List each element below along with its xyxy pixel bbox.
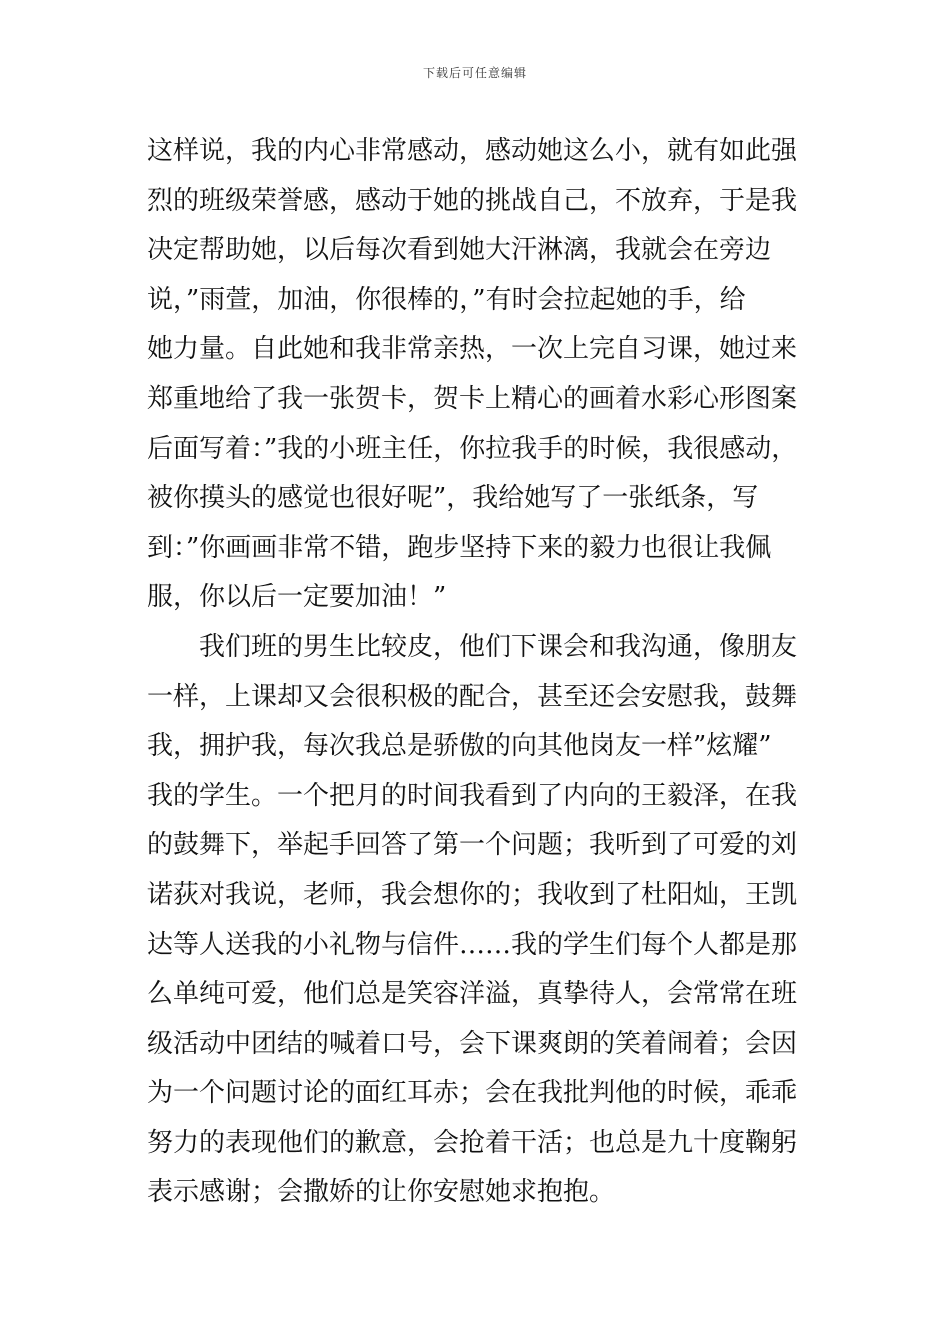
paragraph-1-line: 到：”你画画非常不错，跑步坚持下来的毅力也很让我佩: [147, 532, 772, 563]
paragraph-2-line: 诺荻对我说，老师，我会想你的；我收到了杜阳灿，王凯: [147, 879, 798, 910]
paragraph-2-line: 我，拥护我，每次我总是骄傲的向其他岗友一样”炫耀”: [147, 731, 772, 762]
paragraph-2-line: 表示感谢；会撒娇的让你安慰她求抱抱。: [147, 1177, 616, 1208]
paragraph-2-line: 努力的表现他们的歉意，会抢着干活；也总是九十度鞠躬: [147, 1127, 798, 1158]
paragraph-2-line: 达等人送我的小礼物与信件……我的学生们每个人都是那: [147, 929, 798, 960]
paragraph-2-line: 的鼓舞下，举起手回答了第一个问题；我听到了可爱的刘: [147, 830, 798, 861]
body-text: [147, 127, 837, 1218]
paragraph-1-line: 被你摸头的感觉也很好呢”，我给她写了一张纸条，写: [147, 483, 759, 514]
paragraph-1-line: 郑重地给了我一张贺卡，贺卡上精心的画着水彩心形图案: [147, 383, 798, 414]
paragraph-1-line: 决定帮助她，以后每次看到她大汗淋漓，我就会在旁边: [147, 235, 772, 266]
paragraph-2-line: 级活动中团结的喊着口号，会下课爽朗的笑着闹着；会因: [147, 1028, 798, 1059]
paragraph-2-line: 我们班的男生比较皮，他们下课会和我沟通，像朋友: [199, 631, 798, 662]
paragraph-1-line: 烈的班级荣誉感，感动于她的挑战自己，不放弃，于是我: [147, 185, 798, 216]
page-header: 下载后可任意编辑: [422, 66, 527, 80]
paragraph-1-line: 服，你以后一定要加油！”: [147, 582, 447, 613]
paragraph-2-line: 么单纯可爱，他们总是笑容洋溢，真挚待人，会常常在班: [147, 979, 798, 1010]
paragraph-2-line: 我的学生。一个把月的时间我看到了内向的王毅泽，在我: [147, 780, 798, 811]
paragraph-2-line: 一样，上课却又会很积极的配合，甚至还会安慰我，鼓舞: [147, 681, 798, 712]
paragraph-2-line: 为一个问题讨论的面红耳赤；会在我批判他的时候，乖乖: [147, 1078, 798, 1109]
paragraph-1-line: 后面写着：”我的小班主任，你拉我手的时候，我很感动，: [147, 433, 798, 464]
paragraph-1-line: 这样说，我的内心非常感动，感动她这么小，就有如此强: [147, 136, 798, 166]
paragraph-1-line: 她力量。自此她和我非常亲热，一次上完自习课，她过来: [147, 334, 798, 365]
paragraph-1-line: 说，”雨萱，加油，你很棒的，”有时会拉起她的手，给: [147, 284, 746, 315]
